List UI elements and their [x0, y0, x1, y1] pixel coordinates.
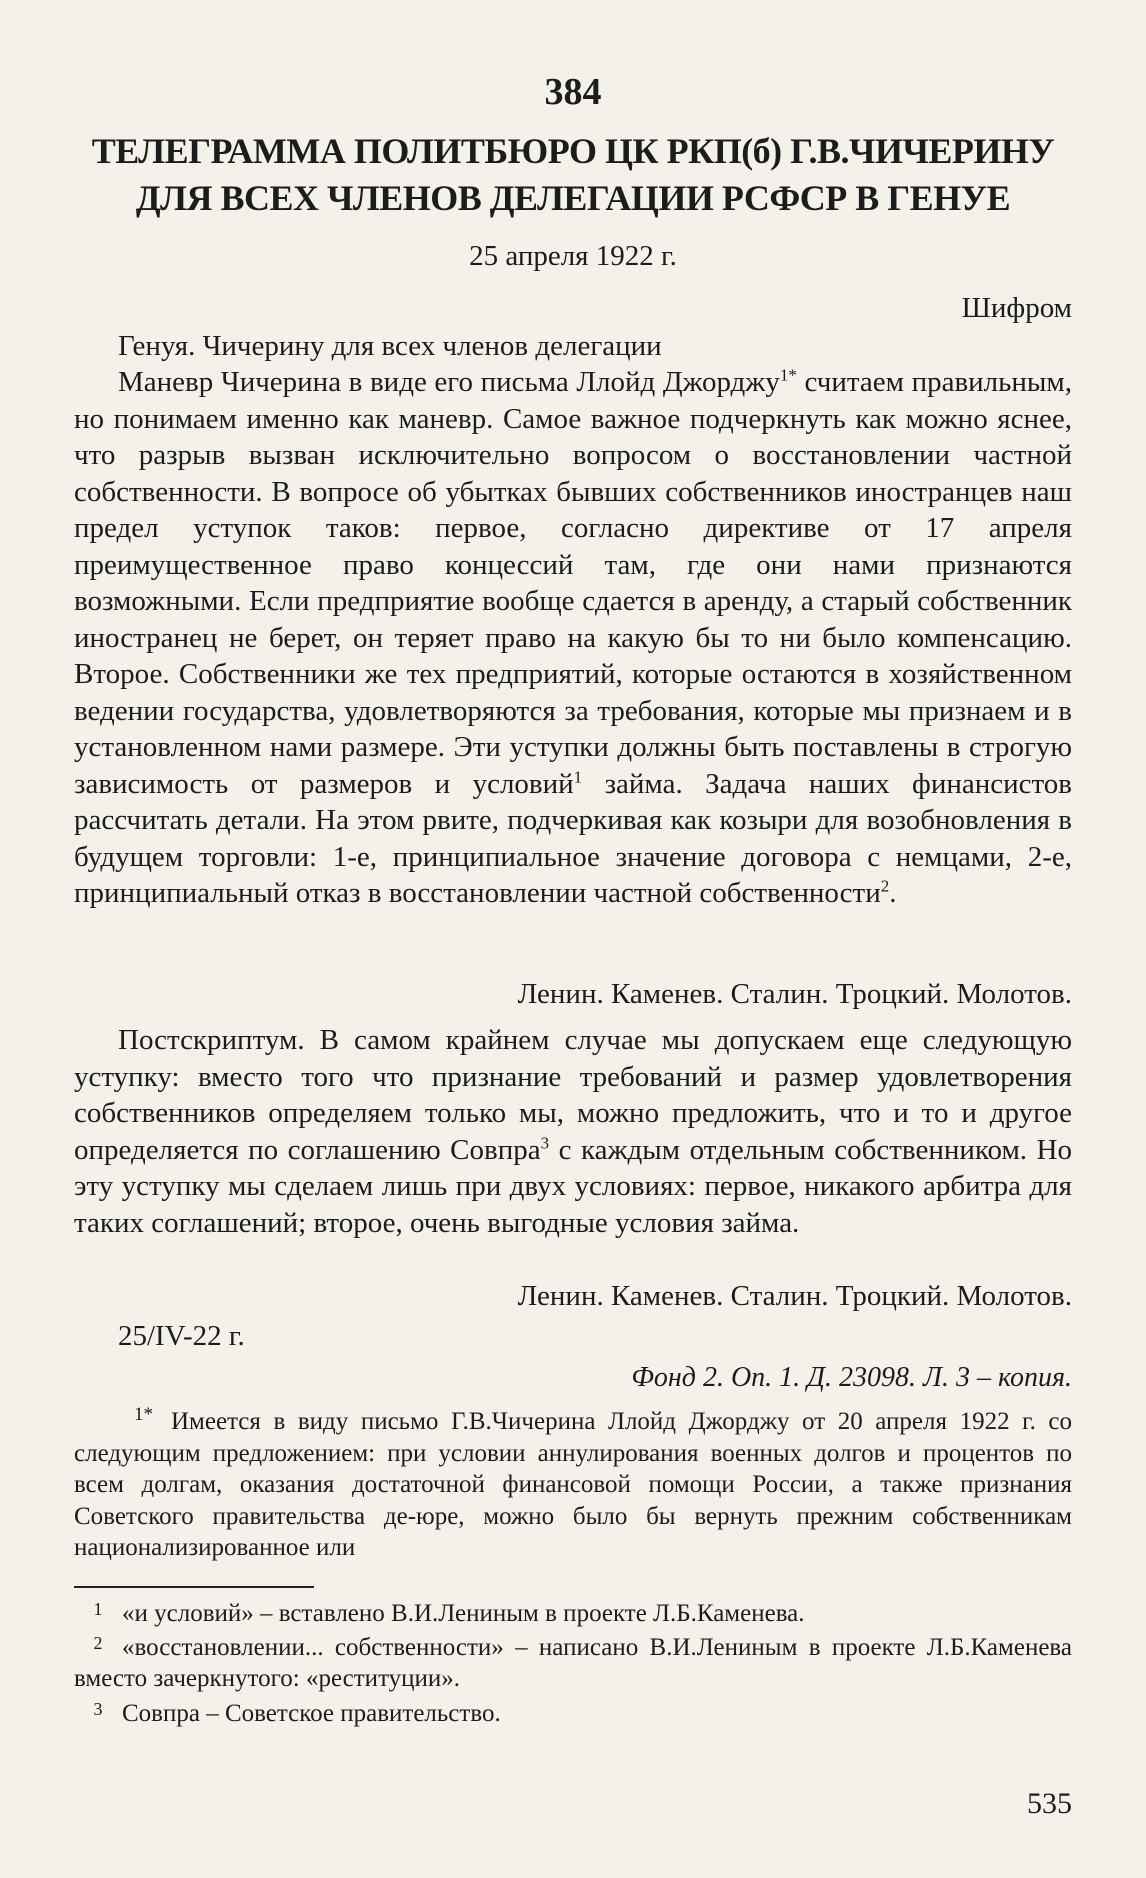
document-number: 384 [544, 71, 602, 113]
footnote-reference: 2 [880, 876, 890, 896]
footnote-text: «восстановлении... собственности» – написано В.И.Лениным в проекте Л.Б.Каменева вместо зачеркнутого: «реституции». [74, 1634, 1072, 1692]
footnote-text: «и условий» – вставлено В.И.Лениным в проекте Л.Б.Каменева. [122, 1600, 805, 1627]
page-number: 535 [1027, 1787, 1072, 1820]
footnote [74, 1632, 1072, 1694]
paragraph-text: займа. Задача наших финансистов рассчитать детали. На этом рвите, подчеркивая как козыри для возобновления в будущем торговли: 1-е, принципиальное значение договора с немцами, 2-е, принципиальный отказ в восстановлении частной собственности [74, 767, 1072, 909]
document-title: ТЕЛЕГРАММА ПОЛИТБЮРО ЦК РКП(б) Г.В.ЧИЧЕРИНУ ДЛЯ ВСЕХ ЧЛЕНОВ ДЕЛЕГАЦИИ РСФСР В ГЕНУЕ [91, 131, 1055, 218]
footnote-reference: 3 [540, 1132, 550, 1152]
signature-line: Ленин. Каменев. Сталин. Троцкий. Молотов. [517, 1280, 1072, 1312]
footnote [74, 1598, 1072, 1629]
footnote-reference: 1 [573, 766, 583, 786]
footnote-divider [74, 1586, 314, 1588]
editorial-note [74, 1403, 1072, 1564]
postscript-paragraph [74, 1022, 1072, 1241]
paragraph-text: Постскриптум. В самом крайнем случае мы допускаем еще следующую уступку: вместо того что признание требований и размер удовлетворения собственников определяем только мы, можно предложить, что и то и другое определяется по соглашению Совпра [74, 1024, 1072, 1166]
addressee-line: Генуя. Чичерину для всех членов делегации [118, 330, 662, 362]
paragraph-text: считаем правильным, но понимаем именно как маневр. Самое важное подчеркнуть как можно яснее, что разрыв вызван исключительно вопросом о восстановлении частной собственности. В вопросе об убытках бывших собственников иностранцев наш предел уступок таков: первое, согласно директиве от 17 апреля преимущественное право концессий там, где они нами признаются возможными. Если предприятие вообще сдается в аренду, а старый собственник иностранец не берет, он теряет право на какую бы то ни было компенсацию. Второе. Собственники же тех предприятий, которые остаются в хозяйственном ведении государства, удовлетворяются за требования, которые мы признаем и в установленном нами размере. Эти уступки должны быть поставлены в строгую зависимость от размеров и условий [74, 366, 1072, 800]
archive-reference: Фонд 2. Оп. 1. Д. 23098. Л. 3 – копия. [631, 1362, 1072, 1393]
closing-date: 25/IV-22 г. [118, 1320, 245, 1352]
note-marker: 1* [134, 1403, 153, 1425]
main-paragraph [74, 364, 1072, 912]
paragraph-text: с каждым отдельным собственником. Но эту уступку мы сделаем лишь при двух условиях: первое, никакого арбитра для таких соглашений; второе, очень выгодные условия займа. [74, 1133, 1073, 1239]
document-date: 25 апреля 1922 г. [469, 240, 677, 272]
note-reference: 1* [779, 365, 797, 385]
footnote-text: Совпра – Советское правительство. [122, 1700, 501, 1727]
footnote-number: 2 [93, 1633, 103, 1653]
footnote-number: 3 [93, 1699, 103, 1719]
footnote [74, 1698, 1072, 1729]
paragraph-text: . [889, 877, 897, 909]
cipher-note: Шифром [961, 292, 1072, 324]
footnote-number: 1 [93, 1599, 103, 1619]
paragraph-text: Маневр Чичерина в виде его письма Ллойд Джорджу [118, 366, 780, 398]
note-text: Имеется в виду письмо Г.В.Чичерина Ллойд Джорджу от 20 апреля 1922 г. со следующим предложением: при условии аннулирования военных долгов и процентов по всем долгам, оказания достаточной финансовой помощи России, а также признания Советского правительства де-юре, можно было бы вернуть прежним собственникам национализированное или [74, 1408, 1072, 1561]
signature-line: Ленин. Каменев. Сталин. Троцкий. Молотов. [517, 978, 1072, 1010]
